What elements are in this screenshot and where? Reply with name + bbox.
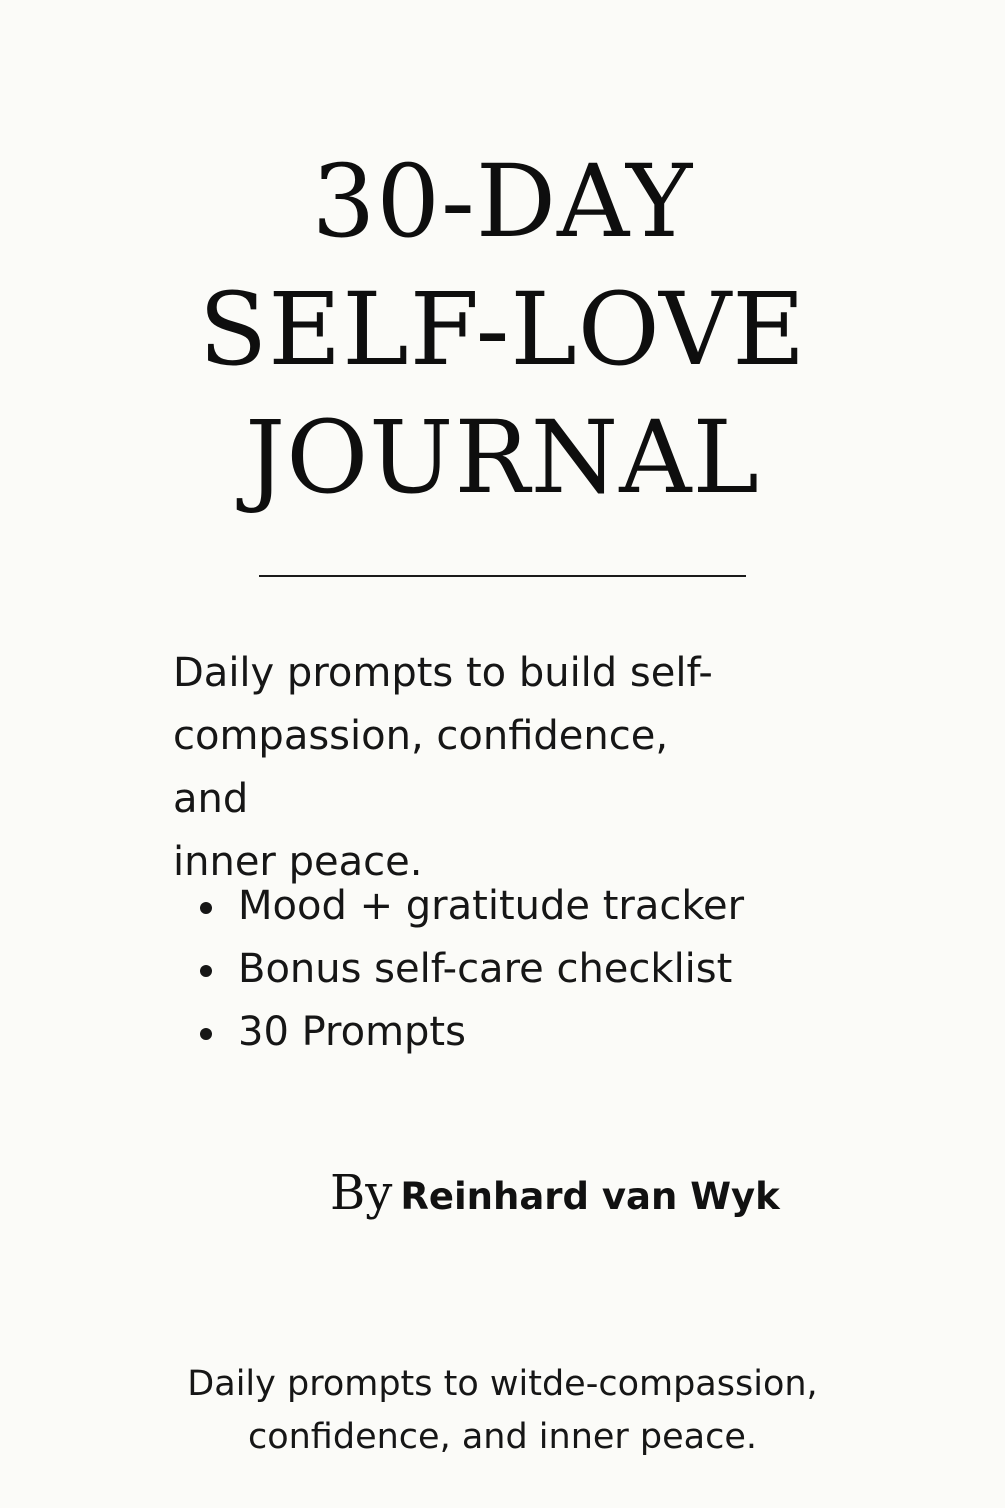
- intro-line: inner peace.: [173, 839, 423, 885]
- title-line: 30-DAY: [311, 143, 694, 260]
- feature-label: Mood + gratitude tracker: [238, 883, 745, 929]
- bullet-icon: [200, 1028, 212, 1040]
- intro-line: compassion, confidence, and: [173, 713, 669, 822]
- feature-label: 30 Prompts: [238, 1009, 466, 1055]
- footer-line: Daily prompts to witde-compassion,: [187, 1364, 818, 1404]
- feature-list: [198, 875, 744, 1064]
- feature-item: [198, 938, 744, 1001]
- title-divider: [259, 575, 746, 577]
- intro-line: Daily prompts to build self-: [173, 650, 713, 696]
- author-name: Reinhard van Wyk: [400, 1175, 780, 1218]
- feature-item: [198, 875, 744, 938]
- title-line: SELF-LOVE: [198, 271, 807, 388]
- byline-prefix: By: [330, 1165, 393, 1221]
- author-byline: [330, 1165, 780, 1221]
- feature-label: Bonus self-care checklist: [238, 946, 733, 992]
- footer-tagline: [0, 1358, 1005, 1464]
- footer-line: confidence, and inner peace.: [247, 1417, 758, 1457]
- intro-text: [173, 642, 753, 894]
- journal-title: [0, 138, 1005, 522]
- bullet-icon: [200, 965, 212, 977]
- bullet-icon: [200, 902, 212, 914]
- feature-item: [198, 1001, 744, 1064]
- title-line: JOURNAL: [245, 399, 760, 516]
